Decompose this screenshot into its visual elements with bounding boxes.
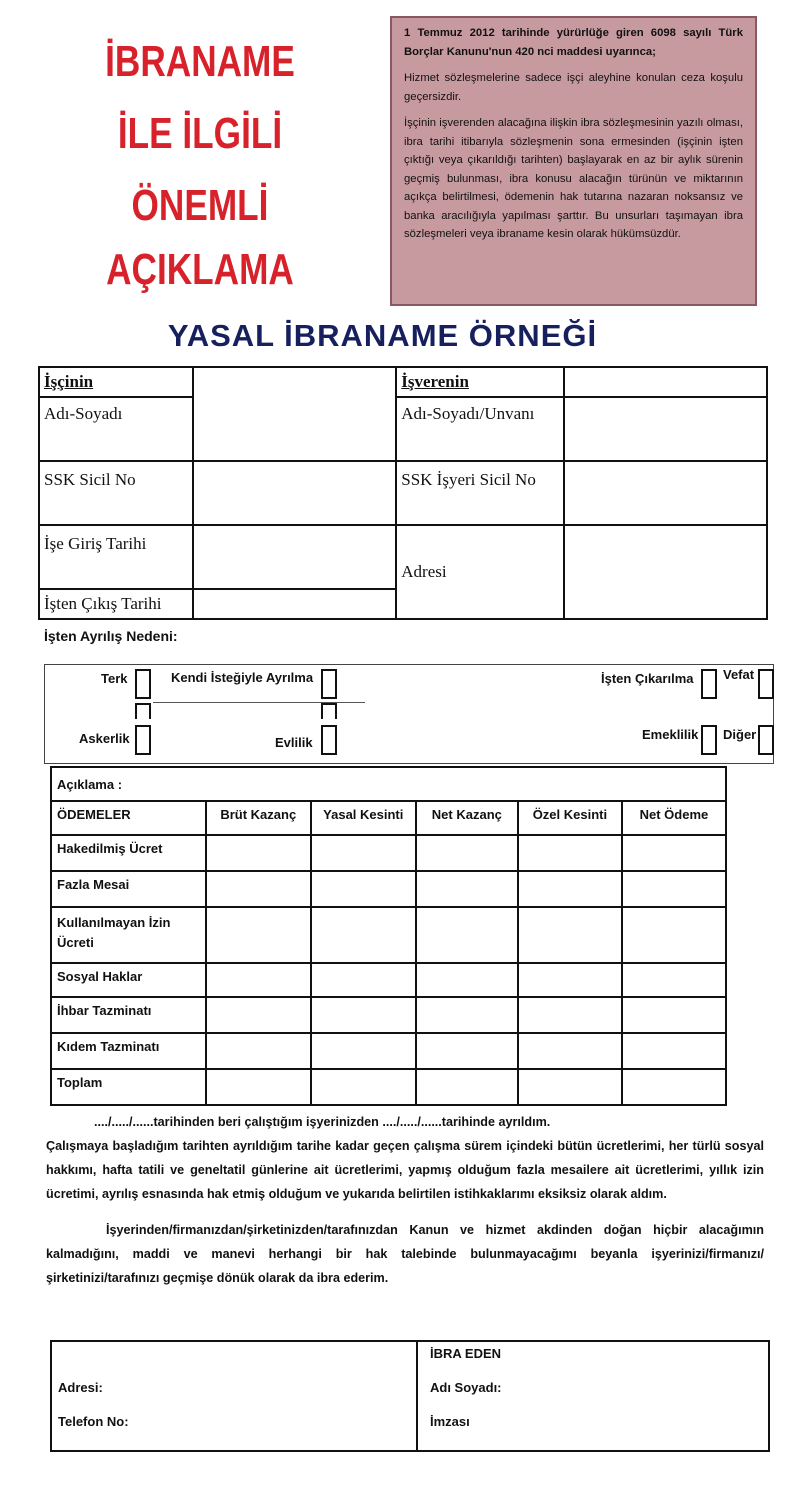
- table-cell[interactable]: [206, 907, 311, 963]
- reason-dismissed-checkbox[interactable]: [701, 669, 717, 699]
- table-cell[interactable]: [416, 835, 518, 871]
- signature-divider: [416, 1342, 418, 1450]
- table-cell[interactable]: [622, 997, 726, 1033]
- table-cell[interactable]: [416, 871, 518, 907]
- table-row: [51, 835, 726, 871]
- table-cell[interactable]: [518, 907, 622, 963]
- payments-header-gross: Brüt Kazanç: [206, 801, 311, 835]
- legal-note-paragraph-1: 1 Temmuz 2012 tarihinde yürürlüğe giren 6098 sayılı Türk Borçlar Kanunu'nun 420 nci maddesi uyarınca;: [404, 27, 743, 58]
- reason-other-label: Diğer: [723, 727, 757, 742]
- table-cell[interactable]: [518, 1069, 622, 1105]
- address-label: Adresi: [396, 525, 564, 619]
- payments-table: [50, 766, 727, 1106]
- signature-box: [50, 1340, 770, 1452]
- table-cell[interactable]: [311, 963, 416, 997]
- row-label: Sosyal Haklar: [51, 963, 206, 997]
- reason-terk-checkbox-stub: [135, 703, 151, 719]
- table-cell[interactable]: [311, 871, 416, 907]
- table-cell[interactable]: [206, 1033, 311, 1069]
- table-row: [51, 871, 726, 907]
- table-cell[interactable]: [206, 835, 311, 871]
- reason-voluntary-checkbox[interactable]: [321, 669, 337, 699]
- employer-name-field[interactable]: [564, 397, 767, 461]
- header-title-line-3: ÖNEMLİ AÇIKLAMA: [106, 181, 294, 294]
- end-date-field[interactable]: [193, 589, 396, 619]
- reason-retirement-checkbox[interactable]: [701, 725, 717, 755]
- employer-heading-field[interactable]: [564, 367, 767, 397]
- payments-header-net: Net Kazanç: [416, 801, 518, 835]
- page-title: YASAL İBRANAME ÖRNEĞİ: [167, 318, 598, 353]
- table-row: [51, 963, 726, 997]
- table-cell[interactable]: [416, 963, 518, 997]
- row-label: Kıdem Tazminatı: [51, 1033, 206, 1069]
- reason-voluntary-label: Kendi İsteğiyle Ayrılma: [171, 670, 314, 685]
- table-cell[interactable]: [311, 907, 416, 963]
- payments-header-net-payment: Net Ödeme: [622, 801, 726, 835]
- table-cell[interactable]: [416, 997, 518, 1033]
- worker-heading: İşçinin: [39, 367, 193, 397]
- address-field[interactable]: [564, 525, 767, 619]
- table-row: [51, 1069, 726, 1105]
- table-cell[interactable]: [311, 997, 416, 1033]
- table-cell[interactable]: [518, 1033, 622, 1069]
- table-cell[interactable]: [622, 907, 726, 963]
- reason-marriage-label: Evlilik: [275, 735, 313, 750]
- row-label: İhbar Tazminatı: [51, 997, 206, 1033]
- row-label: Hakedilmiş Ücret: [51, 835, 206, 871]
- start-date-field[interactable]: [193, 525, 396, 589]
- leave-reason-title: İşten Ayrılış Nedeni:: [44, 628, 178, 644]
- row-label: Kullanılmayan İzin Ücreti: [51, 907, 206, 963]
- explanation-label: Açıklama :: [57, 776, 123, 792]
- table-cell[interactable]: [622, 835, 726, 871]
- reason-dismissed-label: İşten Çıkarılma: [601, 671, 694, 686]
- signature-phone-label: Telefon No:: [58, 1414, 129, 1429]
- table-cell[interactable]: [311, 835, 416, 871]
- table-cell[interactable]: [416, 1033, 518, 1069]
- reason-death-label: Vefat: [723, 667, 755, 682]
- worker-name-field[interactable]: [193, 367, 396, 461]
- table-cell[interactable]: [416, 907, 518, 963]
- explanation-cell[interactable]: [51, 767, 726, 801]
- worker-ssk-label: SSK Sicil No: [39, 461, 193, 525]
- signature-name-label: Adı Soyadı:: [430, 1380, 502, 1395]
- reason-terk-label: Terk: [101, 671, 128, 686]
- worker-ssk-field[interactable]: [193, 461, 396, 525]
- statement-line-1: ..../...../......tarihinden beri çalıştığım işyerinizden ..../...../......tarihinde ayrıldım.: [94, 1115, 551, 1129]
- employer-ssk-label: SSK İşyeri Sicil No: [396, 461, 564, 525]
- table-cell[interactable]: [206, 963, 311, 997]
- legal-note: [390, 16, 757, 306]
- signature-address-label: Adresi:: [58, 1380, 103, 1395]
- leave-reason-box: [44, 664, 774, 764]
- reason-other-checkbox[interactable]: [758, 725, 774, 755]
- reason-marriage-checkbox[interactable]: [321, 725, 337, 755]
- table-cell[interactable]: [622, 871, 726, 907]
- table-cell[interactable]: [206, 871, 311, 907]
- signature-sign-label: İmzası: [430, 1414, 470, 1429]
- table-cell[interactable]: [518, 835, 622, 871]
- reason-military-checkbox[interactable]: [135, 725, 151, 755]
- reason-military-label: Askerlik: [79, 731, 130, 746]
- table-cell[interactable]: [311, 1033, 416, 1069]
- header-title-line-2: İLE İLGİLİ: [117, 109, 283, 158]
- header-title-line-1: İBRANAME: [105, 37, 295, 86]
- employer-ssk-field[interactable]: [564, 461, 767, 525]
- reason-retirement-label: Emeklilik: [642, 727, 699, 742]
- table-cell[interactable]: [622, 1033, 726, 1069]
- parties-table: [38, 366, 768, 620]
- table-cell[interactable]: [622, 963, 726, 997]
- reason-voluntary-checkbox-stub: [321, 703, 337, 719]
- table-row: [51, 997, 726, 1033]
- table-cell[interactable]: [416, 1069, 518, 1105]
- legal-note-paragraph-2: Hizmet sözleşmelerine sadece işçi aleyhine konulan ceza koşulu geçersizdir.: [404, 72, 743, 103]
- payments-header-payments: ÖDEMELER: [51, 801, 206, 835]
- reason-terk-checkbox[interactable]: [135, 669, 151, 699]
- row-label: Fazla Mesai: [51, 871, 206, 907]
- statement-paragraph-3: İşyerinden/firmanızdan/şirketinizden/tarafınızdan Kanun ve hizmet akdinden doğan hiçbir alacağımın kalmadığını, maddi ve manevi herhangi bir hak talebinde bulunmayacağımı beyanla işyerinizi/firmanızı/ şirketinizi/tarafınızı geçmişe dönük olarak da ibra ederim.: [46, 1223, 764, 1285]
- table-cell[interactable]: [206, 997, 311, 1033]
- table-cell[interactable]: [622, 1069, 726, 1105]
- end-date-label: İşten Çıkış Tarihi: [39, 589, 193, 619]
- signature-heading: İBRA EDEN: [430, 1346, 502, 1361]
- start-date-label: İşe Giriş Tarihi: [39, 525, 193, 589]
- table-cell[interactable]: [518, 871, 622, 907]
- payments-header-legal-deduction: Yasal Kesinti: [311, 801, 416, 835]
- reason-death-checkbox[interactable]: [758, 669, 774, 699]
- table-cell[interactable]: [518, 997, 622, 1033]
- table-cell[interactable]: [518, 963, 622, 997]
- table-row: [51, 907, 726, 963]
- table-row: [51, 1033, 726, 1069]
- legal-note-paragraph-3: İşçinin işverenden alacağına ilişkin ibra sözleşmesinin yazılı olması, ibra tarihi itibarıyla sözleşmenin sona ermesinden (işçinin işten çıktığı veya çıkarıldığı tarihten) başlayarak en az bir aylık sürenin geçmiş bulunması, ibra konusu alacağın türünün ve miktarının açıkça belirtilmesi, ödemenin hak tutarına nazaran noksansız ve banka aracılığıyla yapılması şarttır. Bu unsurları taşımayan ibra sözleşmeleri veya ibraname kesin olarak hükümsüzdür.: [404, 117, 743, 240]
- table-cell[interactable]: [311, 1069, 416, 1105]
- statement-paragraph-2: Çalışmaya başladığım tarihten ayrıldığım tarihe kadar geçen çalışma sürem içindeki bütün ücretlerimi, her türlü sosyal hakkımı, hafta tatili ve geneltatil günlerine ait ücretlerimi, yapmış olduğum fazla mesailere ait ücretlerimi, yıllık izin ücretimi, ayrılış esnasında hak etmiş olduğum ve yukarıda belirtilen istihkaklarımı eksiksiz olarak aldım.: [46, 1139, 764, 1201]
- employer-heading: İşverenin: [396, 367, 564, 397]
- employer-name-label: Adı-Soyadı/Unvanı: [396, 397, 564, 461]
- worker-name-label: Adı-Soyadı: [39, 397, 193, 461]
- row-label: Toplam: [51, 1069, 206, 1105]
- table-cell[interactable]: [206, 1069, 311, 1105]
- payments-header-special-deduction: Özel Kesinti: [518, 801, 622, 835]
